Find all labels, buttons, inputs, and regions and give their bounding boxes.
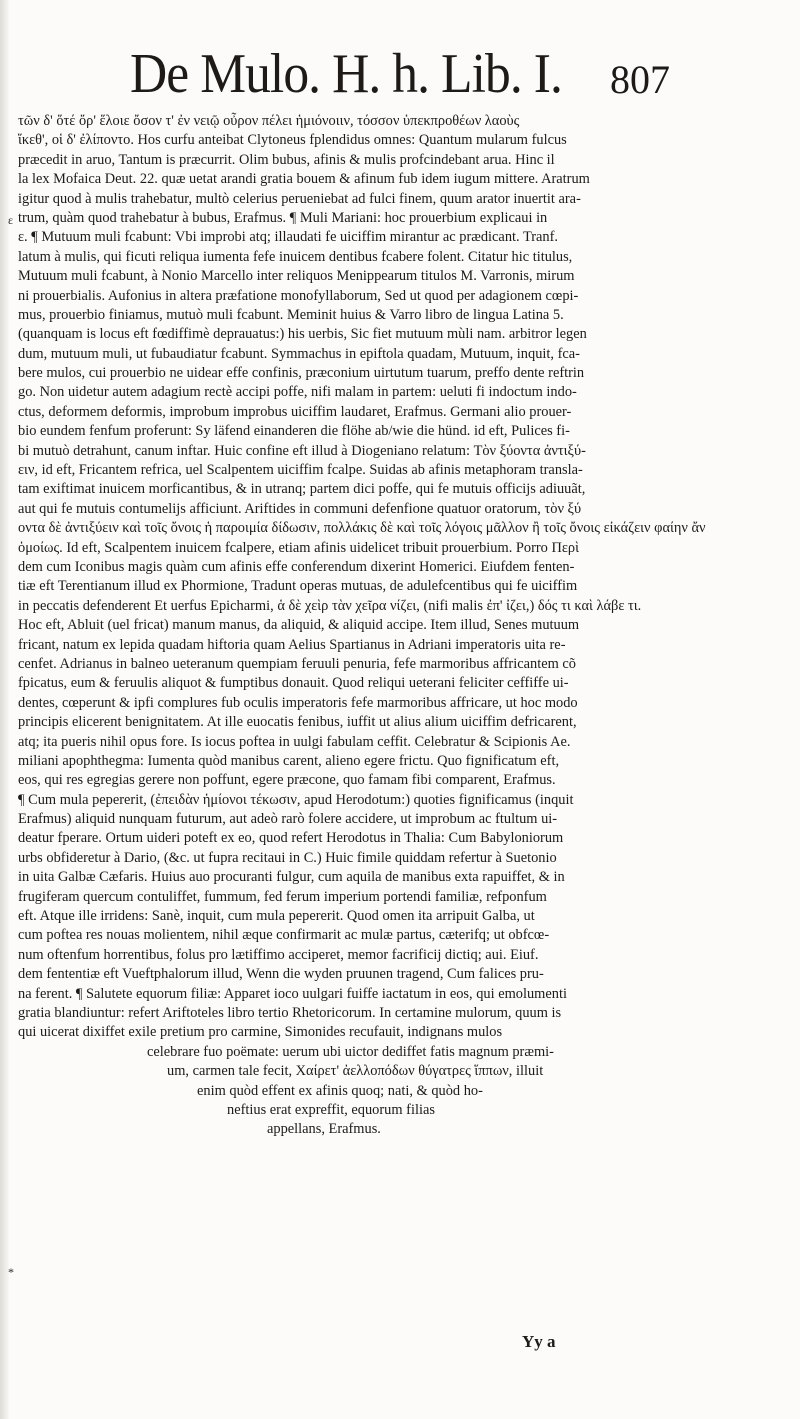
text-line: τῶν δ' ὅτέ ὄρ' ἕλοιε ὄσον τ' ἐν νειῷ οὖρον πέλει ἡμιόνοιιν, τόσσον ὑπεκπροθέων λαοὺς xyxy=(18,113,520,129)
text-line: go. Non uidetur autem adagium rectè accipi poffe, nifi malam in partem: ueluti fi indoctum indo- xyxy=(18,384,577,401)
text-line: appellans, Erafmus. xyxy=(267,1121,381,1138)
text-line: ¶ Cum mula pepererit, (ἐπειδὰν ἡμίονοι τέκωσιν, apud Herodotum:) quoties fignificamus (inquit xyxy=(18,791,574,808)
text-line: ni prouerbialis. Aufonius in altera præfatione monofyllaborum, Sed ut quod per adagionem cœpi- xyxy=(18,287,579,304)
text-line: trum, quàm quod trahebatur à bubus, Erafmus. ¶ Muli Mariani: hoc prouerbium explicaui in xyxy=(18,209,548,226)
margin-mark: ε xyxy=(8,213,14,227)
text-line: enim quòd effent ex afinis quoq; nati, & quòd ho- xyxy=(197,1082,483,1099)
text-line: aut qui fe mutuis contumelijs afficiunt. Ariftides in communi defenfione quatuor oratorum, τὸν ξύ xyxy=(18,500,582,517)
text-line: tiæ eft Terentianum illud ex Phormione, Tradunt operas mutuas, de adulefcentibus qui fe uiciffim xyxy=(18,578,578,595)
text-line: præcedit in aruo, Tantum is præcurrit. Olim bubus, afinis & mulis profcindebant arua. Hinc il xyxy=(18,151,555,168)
text-line: dentes, cœperunt & ipfi complures fub oculis imperatoris fefe marmoribus affricare, ut hoc modo xyxy=(18,694,578,711)
text-line: eft. Atque ille irridens: Sanè, inquit, cum mula pepererit. Quod omen ita arripuit Galba, ut xyxy=(18,908,535,925)
running-title: De Mulo. H. h. Lib. I. xyxy=(130,43,562,105)
text-line: in peccatis defenderent Et uerfus Epicharmi, ἁ δὲ χεὶρ τὰν χεῖρα νίζει, (nifi malis ἐπ' ἰζει,) δός τι καὶ λάβε τι. xyxy=(18,597,642,614)
text-line: latum à mulis, qui ficuti reliqua iumenta fefe inuicem dentibus fcabere folent. Citatur hic titulus, xyxy=(18,248,573,265)
page-number: 807 xyxy=(610,57,670,102)
text-line: na ferent. ¶ Salutete equorum filiæ: Apparet ioco uulgari fuiffe iactatum in eos, qui emolumenti xyxy=(18,985,567,1002)
text-line: eos, qui res egregias gerere non poffunt, egere præcone, quo famam fibi comparent, Erafmus. xyxy=(18,772,556,789)
text-line: (quanquam is locus eft fœdiffimè deprauatus:) his uerbis, Sic fiet mutuum mùli nam. arbitror legen xyxy=(18,326,587,343)
text-line: fpicatus, eum & feruulis aliquot & fumptibus donauit. Quod reliqui ueterani feliciter ceffiffe ui- xyxy=(18,675,569,692)
text-line: ctus, deformem deformis, improbum improbus uiciffim laudaret, Erafmus. Germani alio prouer- xyxy=(18,403,572,420)
text-line: Hoc eft, Abluit (uel fricat) manum manus, da aliquid, & aliquid accipe. Item illud, Senes mutuum xyxy=(18,617,580,634)
text-line: neftius erat expreffit, equorum filias xyxy=(227,1101,435,1118)
text-line: atq; ita pueris nihil opus fore. Is iocus poftea in uulgi fabulam ceffit. Celebratur & Scipionis Ae. xyxy=(18,733,571,750)
catchword: Yy a xyxy=(522,1332,556,1351)
text-line: igitur quod à mulis trahebatur, multò celerius perueniebat ad fulci finem, quum arator inuertit ara- xyxy=(18,190,581,207)
text-line: fricant, natum ex lepida quadam hiftoria quam Aelius Spartianus in Adriani imperatoris uita re- xyxy=(18,636,566,653)
catchword-area xyxy=(0,1330,800,1360)
text-line: ὁμοίως. Id eft, Scalpentem inuicem fcalpere, etiam afinis uidelicet tribuit prouerbium. Porro Περὶ xyxy=(18,539,579,556)
text-line: ε. ¶ Mutuum muli fcabunt: Vbi improbi atq; illaudati fe uiciffim mirantur ac prædicant. Tranf. xyxy=(18,229,558,246)
text-line: ἵκεθ', οἱ δ' ἐλίποντο. Hos curfu anteibat Clytoneus fplendidus omnes: Quantum mularum fulcus xyxy=(18,132,567,149)
text-line: bi mutuò detrahunt, canum inftar. Huic confine eft illud à Diogeniano relatum: Τὸν ξύοντα ἀντιξύ- xyxy=(18,442,586,459)
text-line: dem cum Iconibus magis quàm cum afinis effe conferendum dixerint Homerici. Eiufdem fenten- xyxy=(18,558,575,575)
body-text xyxy=(18,112,776,1140)
text-line: ειν, id eft, Fricantem refrica, uel Scalpentem uiciffim fcalpe. Suidas ab afinis metaphoram transla- xyxy=(18,462,583,479)
text-line: bio eundem fenfum proferunt: Sy läfend einanderen die flöhe ab/wie die hünd. id eft, Pulices fi- xyxy=(18,423,570,440)
text-line: um, carmen tale fecit, Χαίρετ' ἀελλοπόδων θύγατρες ἵππων, illuit xyxy=(167,1063,544,1080)
text-line: dem fententiæ eft Vueftphalorum illud, Wenn die wyden pruunen tragend, Cum falices pru- xyxy=(18,966,544,983)
text-line: οντα δὲ ἀντιξύειν καὶ τοῖς ὄνοις ἡ παροιμία δίδωσιν, πολλάκις δὲ καὶ τοῖς λόγοις μᾶλλον ἢ τοῖς ὄνοις εἰκάζειν φαίην ἄν xyxy=(18,520,706,537)
text-line: frugiferam quercum contuliffet, fummum, fed ferum imperium portendi familiæ, refponfum xyxy=(18,888,547,905)
text-line: mus, prouerbio finiamus, mutuò muli fcabunt. Meminit huius & Varro libro de lingua Latina 5. xyxy=(18,306,564,323)
text-line: cum poftea res nouas molientem, nihil æque confirmarit ac mulæ partus, cæterifq; ut obfcœ- xyxy=(18,927,550,944)
text-line: tam exiftimat inuicem morficantibus, & in utranq; partem dici poffe, qui fe mutuis officijs adiuuãt, xyxy=(18,481,586,498)
text-line: principis elicerent benignitatem. At ille euocatis fenibus, iuffit ut alius alium uiciffim defricarent, xyxy=(18,714,577,731)
text-line: celebrare fuo poëmate: uerum ubi uictor dediffet fatis magnum præmi- xyxy=(147,1043,554,1060)
text-line: miliani apophthegma: Iumenta quòd manibus carent, alieno egere frictu. Quo fignificatum eft, xyxy=(18,752,560,769)
text-line: deatur fperare. Ortum uideri poteft ex eo, quod refert Herodotus in Thalia: Cum Babyloniorum xyxy=(18,830,564,847)
text-line: cenfet. Adrianus in balneo ueteranum quempiam feruuli penuria, fefe marmoribus affricantem cõ xyxy=(18,655,576,672)
margin-mark: * xyxy=(8,1265,14,1279)
text-line: num oftenfum horrentibus, folus pro lætiffimo acciperet, memor facrificij dictiq; aui. Eiuf. xyxy=(18,946,539,963)
text-line: qui uicerat dixiffet exile pretium pro carmine, Simonides recufauit, indignans mulos xyxy=(18,1024,503,1041)
text-line: bere mulos, cui prouerbio ne uidear effe confinis, præconium uirtutum tuarum, preffo dente reftrin xyxy=(18,365,585,382)
text-line: Mutuum muli fcabunt, à Nonio Marcello inter reliquos Menippearum titulos M. Varronis, mirum xyxy=(18,268,575,285)
text-line: dum, mutuum muli, ut fubaudiatur fcabunt. Symmachus in epiftola quadam, Mutuum, inquit, fca- xyxy=(18,345,580,362)
page-header xyxy=(130,42,670,112)
text-line: Erafmus) aliquid nunquam futurum, aut adeò rarò folere accidere, ut improbum ac ftultum ui- xyxy=(18,811,558,828)
text-line: urbs obfideretur à Dario, (&c. ut fupra recitaui in C.) Huic fimile quiddam refertur à Suetonio xyxy=(18,849,557,866)
text-line: gratia blandiuntur: refert Ariftoteles libro tertio Rhetoricorum. In certamine mulorum, quum is xyxy=(18,1004,562,1021)
text-line: in uita Galbæ Cæfaris. Huius auo procuranti fulgur, cum aquila de manibus exta rapuiffet, & in xyxy=(18,869,565,886)
text-line: la lex Mofaica Deut. 22. quæ uetat arandi gratia bouem & afinum fub idem iugum mittere. Aratrum xyxy=(18,171,590,188)
